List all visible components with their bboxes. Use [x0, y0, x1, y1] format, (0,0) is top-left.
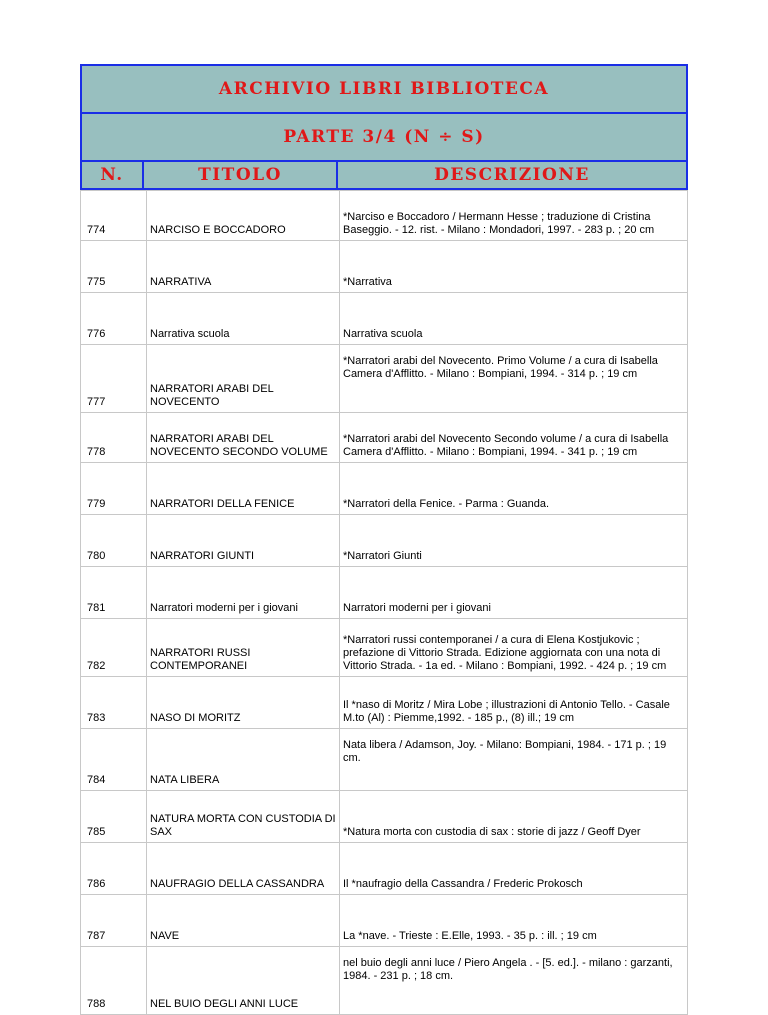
row-title: NASO DI MORITZ: [147, 677, 340, 729]
table-row: [81, 241, 688, 293]
row-number: 783: [81, 677, 147, 729]
row-number: 782: [81, 619, 147, 677]
row-description: *Narratori della Fenice. - Parma : Guanda.: [340, 463, 688, 515]
row-description: *Narratori arabi del Novecento. Primo Volume / a cura di Isabella Camera d'Afflitto. - Milano : Bompiani, 1994. - 314 p. ; 19 cm: [340, 345, 688, 413]
row-number: 785: [81, 791, 147, 843]
table-row: [81, 345, 688, 413]
row-number: 786: [81, 843, 147, 895]
row-description: *Narrativa: [340, 241, 688, 293]
table-row: [81, 413, 688, 463]
row-title: NATA LIBERA: [147, 729, 340, 791]
row-description: *Natura morta con custodia di sax : storie di jazz / Geoff Dyer: [340, 791, 688, 843]
archive-subtitle: PARTE 3/4 (N ÷ S): [80, 112, 688, 162]
table-row: [81, 463, 688, 515]
row-description: Narratori moderni per i giovani: [340, 567, 688, 619]
row-number: 776: [81, 293, 147, 345]
row-description: *Narciso e Boccadoro / Hermann Hesse ; traduzione di Cristina Baseggio. - 12. rist. - Milano : Mondadori, 1997. - 283 p. ; 20 cm: [340, 191, 688, 241]
row-title: NARCISO E BOCCADORO: [147, 191, 340, 241]
row-title: Narrativa scuola: [147, 293, 340, 345]
row-title: NARRATIVA: [147, 241, 340, 293]
row-description: Il *naso di Moritz / Mira Lobe ; illustrazioni di Antonio Tello. - Casale M.to (Al) : Piemme,1992. - 185 p., (8) ill.; 19 cm: [340, 677, 688, 729]
column-header-number: N.: [80, 160, 144, 190]
table-row: [81, 791, 688, 843]
archive-sheet: [80, 64, 688, 1015]
table-row: [81, 567, 688, 619]
row-description: nel buio degli anni luce / Piero Angela . - [5. ed.]. - milano : garzanti, 1984. - 231 p. ; 18 cm.: [340, 947, 688, 1015]
row-description: *Narratori russi contemporanei / a cura di Elena Kostjukovic ; prefazione di Vittorio Strada. Edizione aggiornata con una nota di Vittorio Strada. - 1a ed. - Milano : Bompiani, 1992. - 424 p. ; 19 cm: [340, 619, 688, 677]
column-header-row: [80, 160, 688, 190]
table-row: [81, 947, 688, 1015]
row-description: La *nave. - Trieste : E.Elle, 1993. - 35 p. : ill. ; 19 cm: [340, 895, 688, 947]
books-table: [80, 190, 688, 1015]
row-title: NAUFRAGIO DELLA CASSANDRA: [147, 843, 340, 895]
column-header-description: DESCRIZIONE: [336, 160, 688, 190]
row-number: 788: [81, 947, 147, 1015]
row-title: NEL BUIO DEGLI ANNI LUCE: [147, 947, 340, 1015]
table-row: [81, 293, 688, 345]
table-row: [81, 895, 688, 947]
row-number: 787: [81, 895, 147, 947]
row-number: 784: [81, 729, 147, 791]
row-title: NARRATORI ARABI DEL NOVECENTO SECONDO VOLUME: [147, 413, 340, 463]
row-description: *Narratori arabi del Novecento Secondo volume / a cura di Isabella Camera d'Afflitto. - Milano : Bompiani, 1994. - 341 p. ; 19 cm: [340, 413, 688, 463]
table-row: [81, 729, 688, 791]
table-row: [81, 619, 688, 677]
row-number: 774: [81, 191, 147, 241]
row-title: NAVE: [147, 895, 340, 947]
row-title: NARRATORI GIUNTI: [147, 515, 340, 567]
table-row: [81, 515, 688, 567]
row-description: *Narratori Giunti: [340, 515, 688, 567]
row-number: 775: [81, 241, 147, 293]
table-row: [81, 843, 688, 895]
row-description: Nata libera / Adamson, Joy. - Milano: Bompiani, 1984. - 171 p. ; 19 cm.: [340, 729, 688, 791]
row-title: NARRATORI RUSSI CONTEMPORANEI: [147, 619, 340, 677]
table-row: [81, 191, 688, 241]
table-row: [81, 677, 688, 729]
archive-title: ARCHIVIO LIBRI BIBLIOTECA: [80, 64, 688, 114]
row-title: NARRATORI DELLA FENICE: [147, 463, 340, 515]
column-header-title: TITOLO: [142, 160, 338, 190]
row-title: NATURA MORTA CON CUSTODIA DI SAX: [147, 791, 340, 843]
row-title: NARRATORI ARABI DEL NOVECENTO: [147, 345, 340, 413]
row-description: Narrativa scuola: [340, 293, 688, 345]
row-number: 778: [81, 413, 147, 463]
row-number: 781: [81, 567, 147, 619]
row-description: Il *naufragio della Cassandra / Frederic Prokosch: [340, 843, 688, 895]
row-number: 780: [81, 515, 147, 567]
row-title: Narratori moderni per i giovani: [147, 567, 340, 619]
row-number: 779: [81, 463, 147, 515]
row-number: 777: [81, 345, 147, 413]
